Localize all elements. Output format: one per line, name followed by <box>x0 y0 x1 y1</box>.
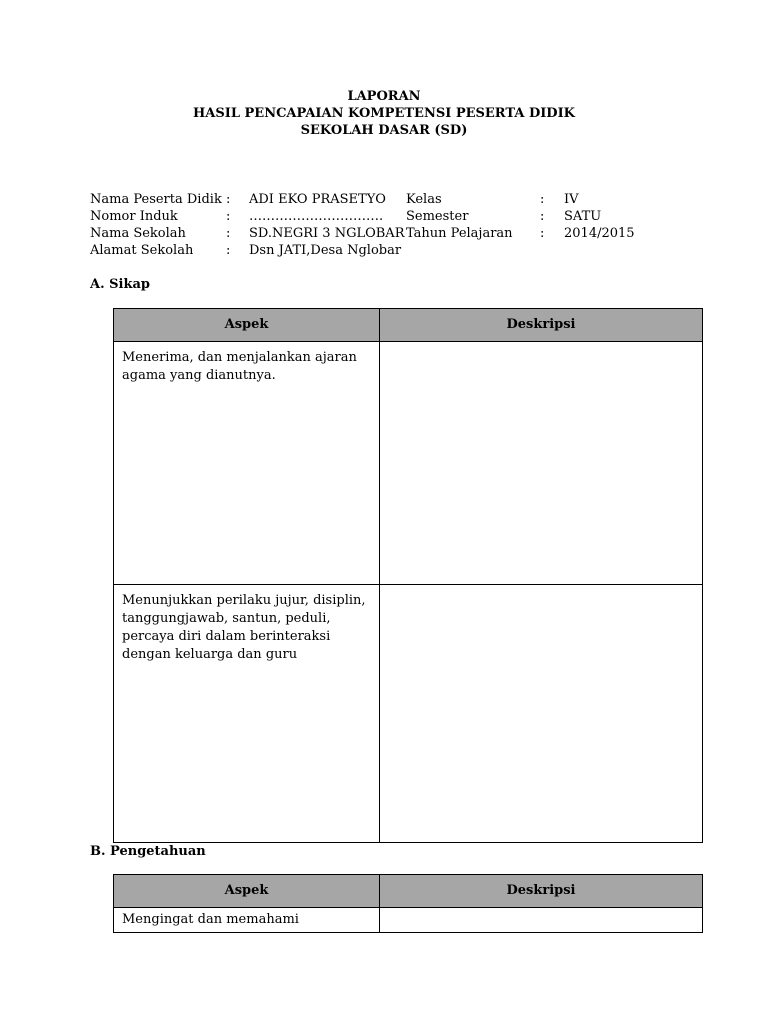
sep-semester: : <box>540 209 545 224</box>
label-tahun-pelajaran: Tahun Pelajaran <box>406 226 513 241</box>
sep-tahun-pelajaran: : <box>540 226 545 241</box>
deskripsi-cell[interactable] <box>380 585 703 843</box>
sikap-table-header <box>114 309 703 342</box>
aspek-text: Menerima, dan menjalankan ajaran agama yang dianutnya. <box>122 350 357 383</box>
aspek-cell <box>114 585 380 843</box>
sep-nomor-induk: : <box>226 209 231 224</box>
sep-nama-peserta: : <box>226 192 231 207</box>
deskripsi-cell[interactable] <box>380 342 703 585</box>
aspek-cell <box>114 908 380 933</box>
value-nomor-induk: …………………………. <box>249 209 384 224</box>
aspek-cell <box>114 342 380 585</box>
report-school-level: SEKOLAH DASAR (SD) <box>300 123 468 138</box>
value-nama-peserta: ADI EKO PRASETYO <box>249 192 386 207</box>
value-semester: SATU <box>564 209 602 224</box>
table-row <box>114 585 703 843</box>
value-nama-sekolah: SD.NEGRI 3 NGLOBAR <box>249 226 405 241</box>
sep-kelas: : <box>540 192 545 207</box>
report-title: LAPORAN <box>347 89 421 104</box>
sep-alamat-sekolah: : <box>226 243 231 258</box>
report-subtitle: HASIL PENCAPAIAN KOMPETENSI PESERTA DIDIK <box>193 106 575 121</box>
table-row <box>114 342 703 585</box>
section-a-title: A. Sikap <box>90 277 150 292</box>
label-kelas: Kelas <box>406 192 442 207</box>
col-deskripsi-header: Deskripsi <box>380 875 703 908</box>
value-alamat-sekolah: Dsn JATI,Desa Nglobar <box>249 243 402 258</box>
deskripsi-text <box>380 342 702 356</box>
value-kelas: IV <box>564 192 579 207</box>
pengetahuan-table-header <box>114 875 703 908</box>
deskripsi-text <box>380 585 702 599</box>
col-aspek-header: Aspek <box>114 309 380 342</box>
deskripsi-text <box>380 908 702 914</box>
aspek-text: Menunjukkan perilaku jujur, disiplin, tanggungjawab, santun, peduli, percaya diri dalam berinteraksi dengan keluarga dan guru <box>122 593 366 662</box>
col-aspek-header: Aspek <box>114 875 380 908</box>
value-tahun-pelajaran: 2014/2015 <box>564 226 635 241</box>
label-alamat-sekolah: Alamat Sekolah <box>90 243 194 258</box>
aspek-text: Mengingat dan memahami <box>122 912 299 927</box>
label-nomor-induk: Nomor Induk <box>90 209 178 224</box>
sep-nama-sekolah: : <box>226 226 231 241</box>
label-nama-sekolah: Nama Sekolah <box>90 226 186 241</box>
table-row <box>114 908 703 933</box>
label-nama-peserta: Nama Peserta Didik <box>90 192 222 207</box>
pengetahuan-table <box>113 874 703 933</box>
label-semester: Semester <box>406 209 469 224</box>
deskripsi-cell[interactable] <box>380 908 703 933</box>
section-b-title: B. Pengetahuan <box>90 844 206 859</box>
col-deskripsi-header: Deskripsi <box>380 309 703 342</box>
sikap-table <box>113 308 703 843</box>
